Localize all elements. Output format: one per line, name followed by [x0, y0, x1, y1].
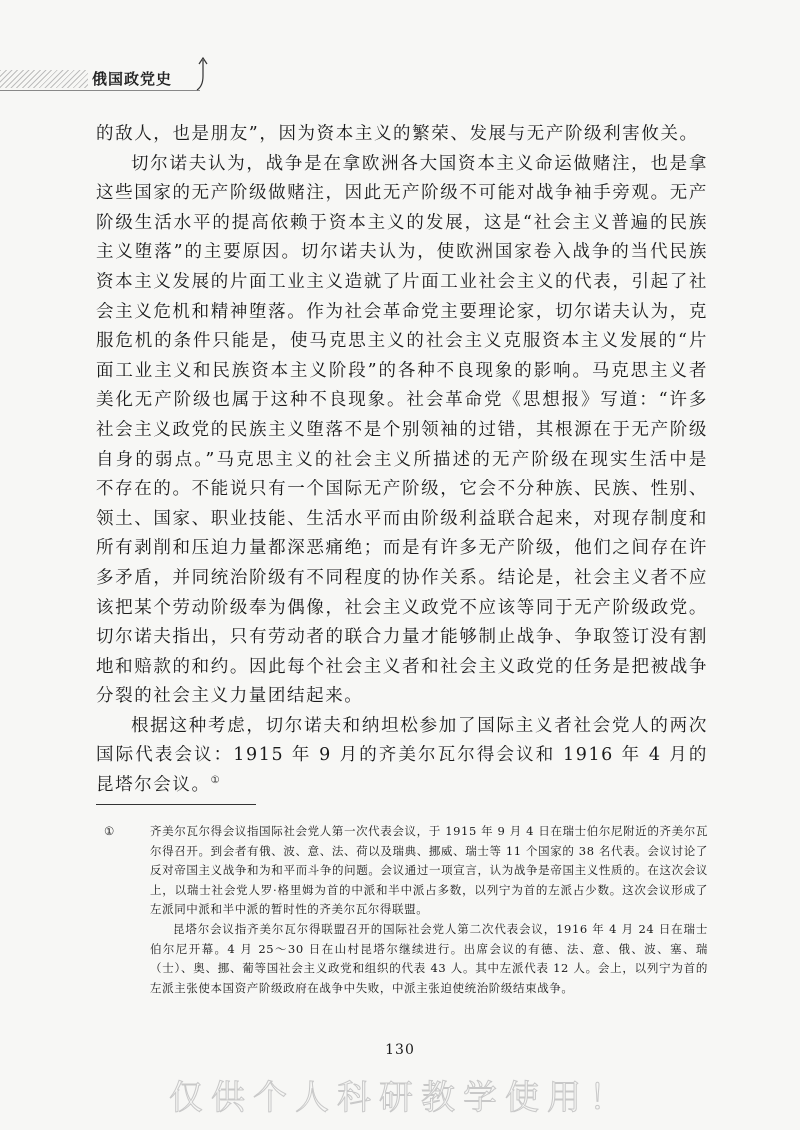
- footnotes: [104, 822, 708, 998]
- paragraph-conferences-text: 根据这种考虑，切尔诺夫和纳坦松参加了国际主义者社会党人的两次国际代表会议：1915 年 9 月的齐美尔瓦尔得会议和 1916 年 4 月的昆塔尔会议。: [96, 715, 708, 796]
- watermark: 仅供个人科研教学使用！: [169, 1078, 631, 1118]
- running-header: [0, 58, 300, 98]
- page-number: 130: [385, 1042, 415, 1058]
- footnote-1: [104, 822, 708, 920]
- paragraph-chernov: 切尔诺夫认为，战争是在拿欧洲各大国资本主义命运做赌注，也是拿这些国家的无产阶级做赌注，因此无产阶级不可能对战争袖手旁观。无产阶级生活水平的提高依赖于资本主义的发展，这是“社会主义普遍的民族主义堕落”的主要原因。切尔诺夫认为，使欧洲国家卷入战争的当代民族资本主义发展的片面工业主义造就了片面工业社会主义的代表，引起了社会主义危机和精神堕落。作为社会革命党主要理论家，切尔诺夫认为，克服危机的条件只能是，使马克思主义的社会主义克服资本主义发展的“片面工业主义和民族资本主义阶段”的各种不良现象的影响。马克思主义者美化无产阶级也属于这种不良现象。社会革命党《思想报》写道：“许多社会主义政党的民族主义堕落不是个别领袖的过错，其根源在于无产阶级自身的弱点。”马克思主义的社会主义所描述的无产阶级在现实生活中是不存在的。不能说只有一个国际无产阶级，它会不分种族、民族、性别、领土、国家、职业技能、生活水平而由阶级利益联合起来，对现存制度和所有剥削和压迫力量都深恶痛绝；而是有许多无产阶级，他们之间存在许多矛盾，并同统治阶级有不同程度的协作关系。结论是，社会主义者不应该把某个劳动阶级奉为偶像，社会主义政党不应该等同于无产阶级政党。切尔诺夫指出，只有劳动者的联合力量才能够制止战争、争取签订没有割地和赔款的和约。因此每个社会主义者和社会主义政党的任务是把被战争分裂的社会主义力量团结起来。: [96, 153, 708, 707]
- footnote-1-text: 齐美尔瓦尔得会议指国际社会党人第一次代表会议，于 1915 年 9 月 4 日在瑞士伯尔尼附近的齐美尔瓦尔得召开。到会者有俄、波、意、法、荷以及瑞典、挪威、瑞士等 11 个国家的 38 名代表。会议讨论了反对帝国主义战争和为和平而斗争的问题。会议通过一项宣言，认为战争是帝国主义性质的。在这次会议上，以瑞士社会党人罗·格里姆为首的中派和半中派占多数，以列宁为首的左派占少数。这次会议形成了左派同中派和半中派的暂时性的齐美尔瓦尔得联盟。: [150, 824, 708, 917]
- header-title: 俄国政党史: [92, 70, 173, 88]
- paragraph-conferences: [96, 712, 708, 801]
- footnote-separator: [96, 804, 256, 805]
- footnote-marker: ①: [104, 824, 115, 838]
- header-hatch-decoration: [0, 70, 88, 88]
- footnote-reference[interactable]: ①: [210, 775, 222, 787]
- arrow-up-icon: [193, 56, 209, 92]
- paragraph-continuation: 的敌人，也是朋友”，因为资本主义的繁荣、发展与无产阶级利害攸关。: [96, 124, 699, 144]
- main-text: [96, 120, 708, 801]
- header-rule: [0, 90, 200, 91]
- footnote-1-continuation: 昆塔尔会议指齐美尔瓦尔得联盟召开的国际社会党人第二次代表会议，1916 年 4 月 24 日在瑞士伯尔尼开幕。4 月 25～30 日在山村昆塔尔继续进行。出席会议的有德、法、意、俄、波、塞、瑞（士）、奥、挪、葡等国社会主义政党和组织的代表 43 人。其中左派代表 12 人。会上，以列宁为首的左派主张使本国资产阶级政府在战争中失败，中派主张迫使统治阶级结束战争。: [150, 921, 708, 995]
